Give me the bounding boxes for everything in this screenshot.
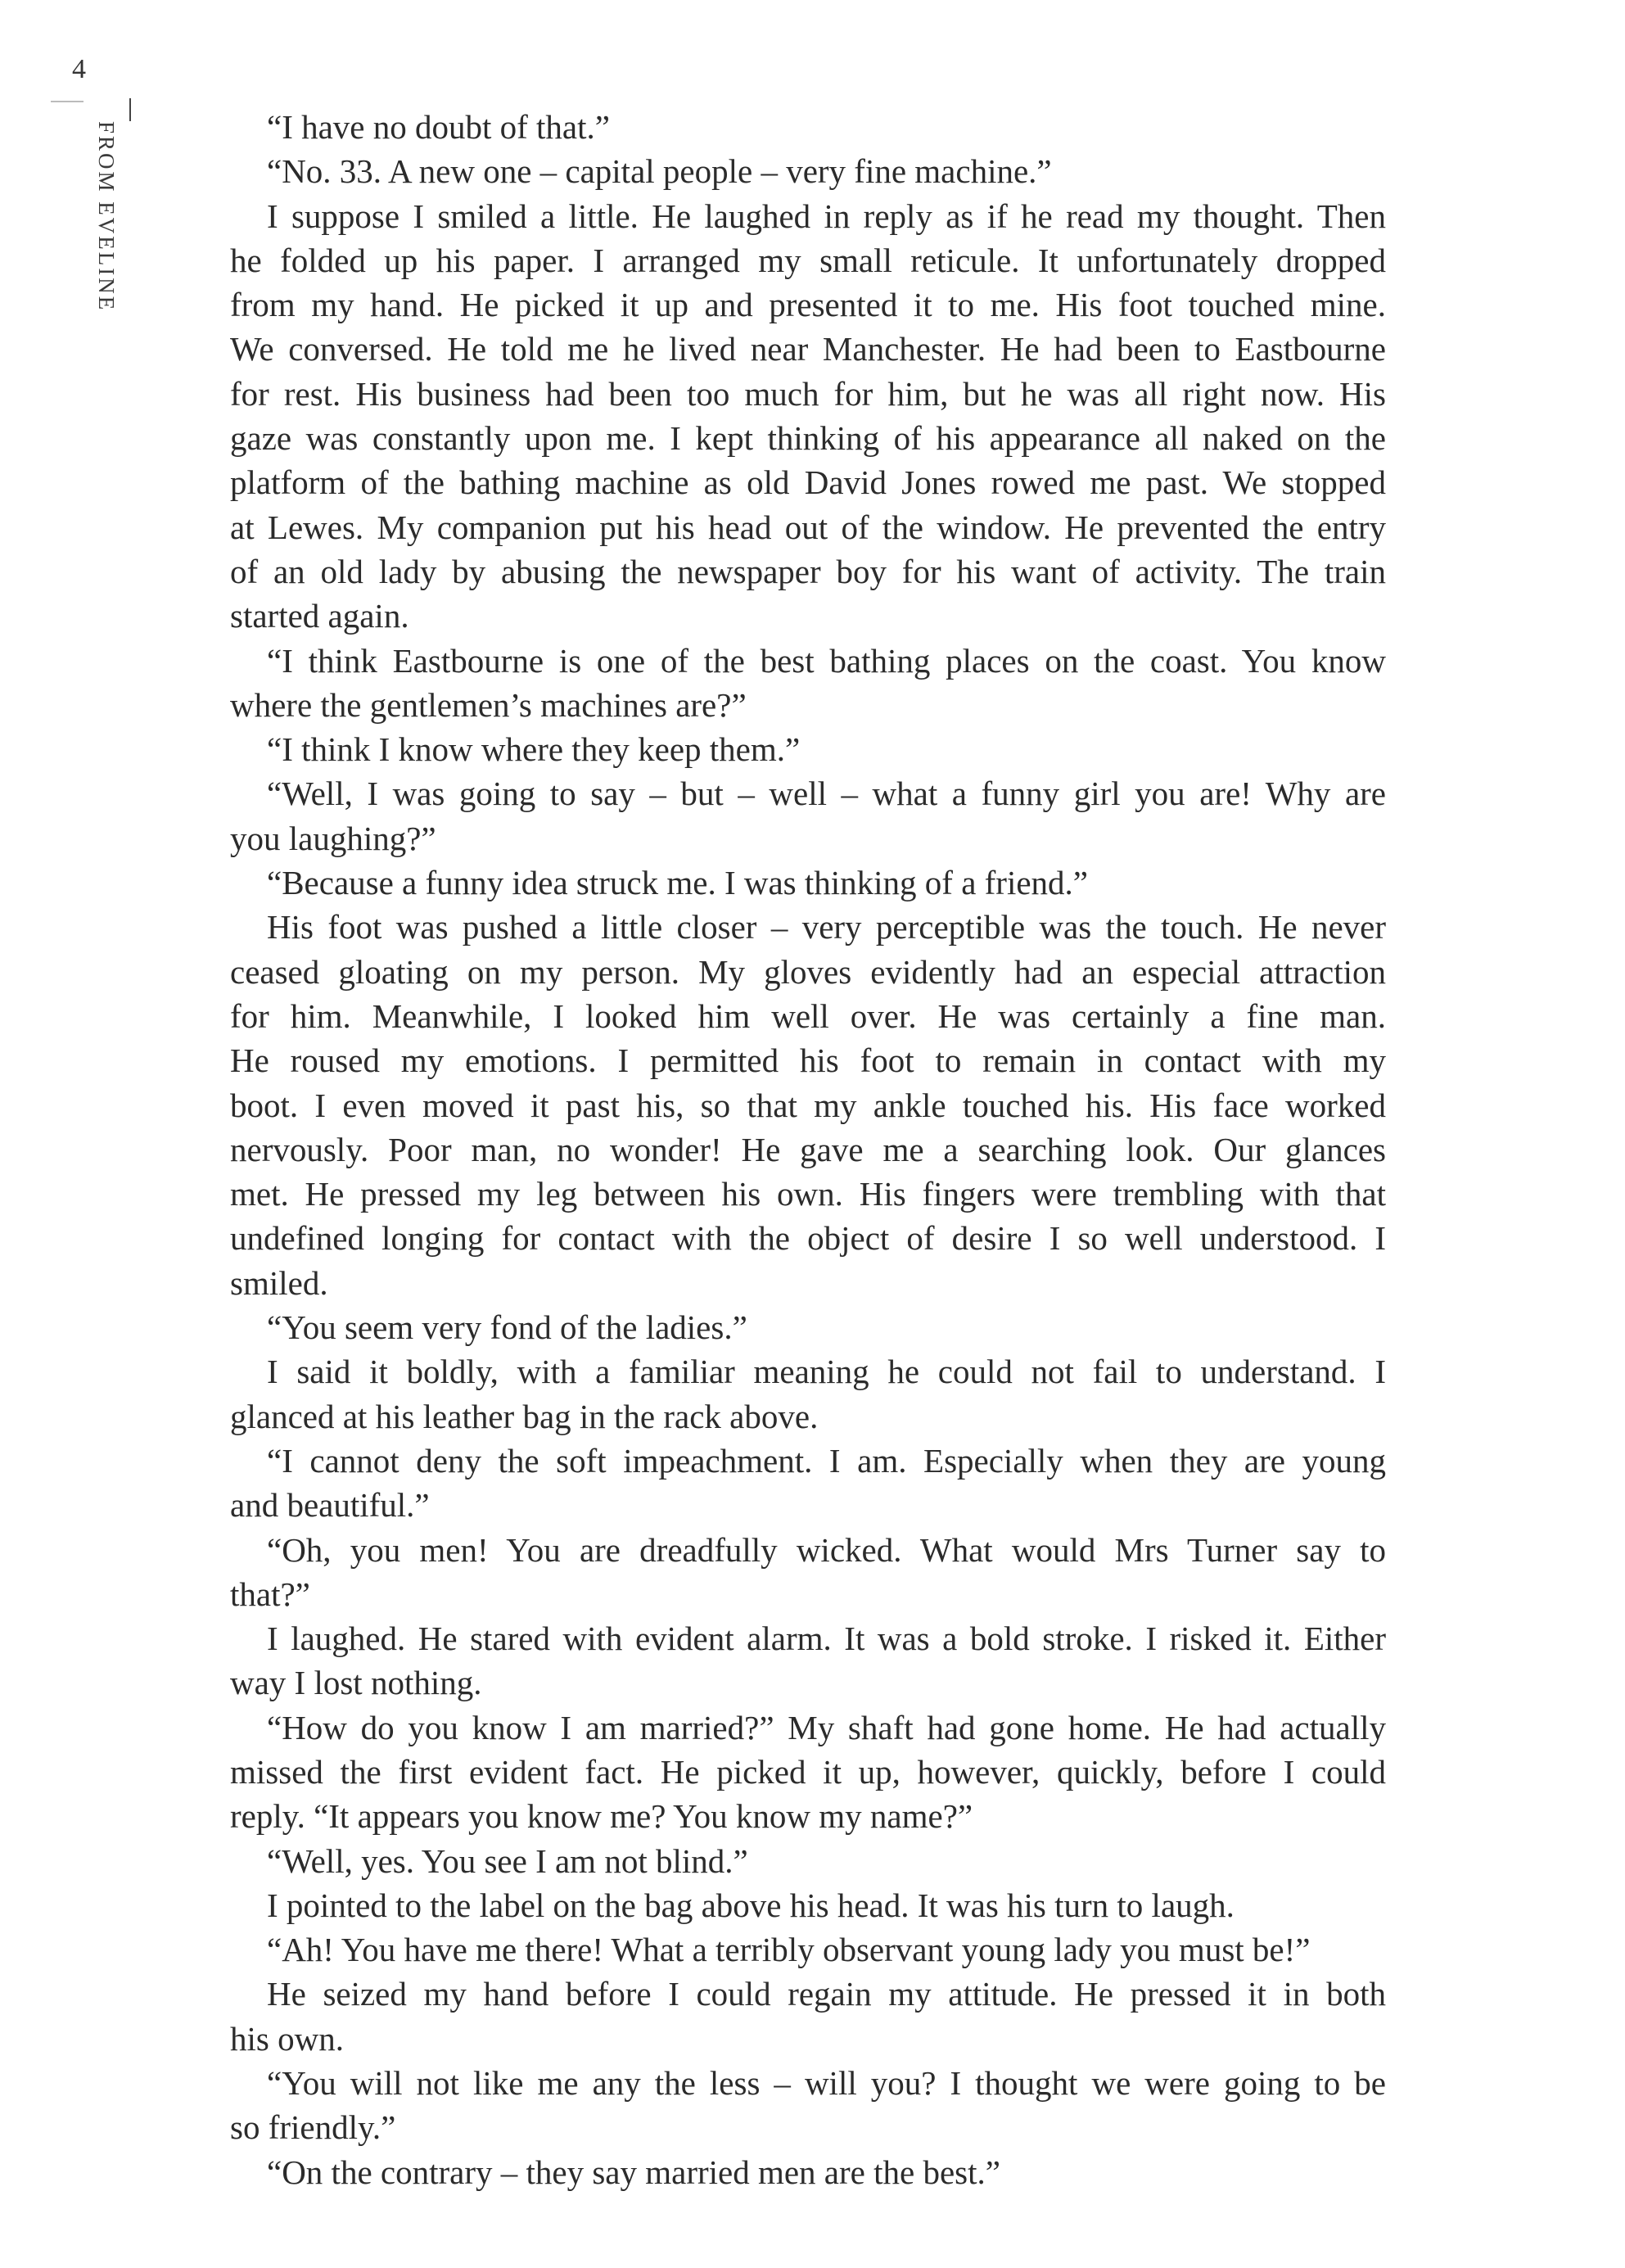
text-line: He seized my hand before I could regain my attitude. He pressed it in both — [267, 1975, 1386, 2013]
text-line: and beautiful.” — [230, 1486, 430, 1525]
text-line: he folded up his paper. I arranged my small reticule. It unfortunately dropped — [230, 241, 1386, 279]
text-line: smiled. — [230, 1263, 328, 1302]
text-line: met. He pressed my leg between his own. His fingers were trembling with that — [230, 1175, 1386, 1213]
text-line: way I lost nothing. — [230, 1664, 482, 1702]
text-line: for him. Meanwhile, I looked him well over. He was certainly a fine man. — [230, 996, 1386, 1035]
text-line: from my hand. He picked it up and presented it to me. His foot touched mine. — [230, 286, 1386, 324]
text-line: for rest. His business had been too much for him, but he was all right now. His — [230, 374, 1386, 413]
text-line: ceased gloating on my person. My gloves evidently had an especial attraction — [230, 952, 1386, 991]
text-line: undefined longing for contact with the object of desire I so well understood. I — [230, 1219, 1386, 1258]
text-line: “I have no doubt of that.” — [267, 108, 610, 146]
text-line: glanced at his leather bag in the rack above. — [230, 1397, 819, 1435]
text-line: “On the contrary – they say married men are the best.” — [267, 2153, 1000, 2191]
running-head: FROM EVELINE — [94, 121, 119, 313]
text-line: His foot was pushed a little closer – very perceptible was the touch. He never — [267, 908, 1386, 947]
text-line: “Well, yes. You see I am not blind.” — [267, 1841, 748, 1880]
margin-dash — [51, 101, 84, 102]
text-line: his own. — [230, 2019, 344, 2058]
text-line: you laughing?” — [230, 819, 436, 857]
text-line: “You will not like me any the less – will you? I thought we were going to be — [267, 2064, 1386, 2103]
text-line: of an old lady by abusing the newspaper boy for his want of activity. The train — [230, 552, 1386, 590]
text-line: boot. I even moved it past his, so that my ankle touched his. His face worked — [230, 1086, 1386, 1124]
text-line: that?” — [230, 1574, 310, 1613]
text-line: We conversed. He told me he lived near Manchester. He had been to Eastbourne — [230, 330, 1386, 368]
text-line: where the gentlemen’s machines are?” — [230, 685, 747, 724]
text-line: nervously. Poor man, no wonder! He gave me a searching look. Our glances — [230, 1130, 1386, 1168]
text-line: gaze was constantly upon me. I kept thinking of his appearance all naked on the — [230, 419, 1386, 458]
text-line: so friendly.” — [230, 2108, 396, 2147]
text-line: “Well, I was going to say – but – well – what a funny girl you are! Why are — [267, 775, 1386, 813]
text-line: He roused my emotions. I permitted his foot to remain in contact with my — [230, 1041, 1386, 1080]
text-line: at Lewes. My companion put his head out of the window. He prevented the entry — [230, 508, 1386, 546]
page-number: 4 — [72, 54, 86, 84]
text-line: platform of the bathing machine as old David Jones rowed me past. We stopped — [230, 463, 1386, 502]
text-line: “I think I know where they keep them.” — [267, 730, 801, 769]
text-line: I said it boldly, with a familiar meaning he could not fail to understand. I — [267, 1353, 1386, 1391]
text-line: “Because a funny idea struck me. I was thinking of a friend.” — [267, 864, 1088, 902]
text-line: I laughed. He stared with evident alarm. It was a bold stroke. I risked it. Either — [267, 1620, 1386, 1658]
text-line: started again. — [230, 597, 409, 635]
text-line: “Ah! You have me there! What a terribly observant young lady you must be!” — [267, 1931, 1311, 1969]
text-line: “No. 33. A new one – capital people – very fine machine.” — [267, 152, 1052, 191]
running-head-rule — [129, 98, 131, 121]
text-line: missed the first evident fact. He picked it up, however, quickly, before I could — [230, 1752, 1386, 1791]
text-line: reply. “It appears you know me? You know my name?” — [230, 1797, 973, 1836]
text-line: I suppose I smiled a little. He laughed in reply as if he read my thought. Then — [267, 197, 1386, 235]
text-line: “You seem very fond of the ladies.” — [267, 1308, 747, 1347]
text-line: “I think Eastbourne is one of the best bathing places on the coast. You know — [267, 641, 1386, 680]
text-line: “How do you know I am married?” My shaft had gone home. He had actually — [267, 1708, 1386, 1746]
body-text — [230, 105, 1386, 2194]
text-line: “Oh, you men! You are dreadfully wicked. What would Mrs Turner say to — [267, 1530, 1386, 1569]
text-line: “I cannot deny the soft impeachment. I am. Especially when they are young — [267, 1441, 1386, 1480]
text-line: I pointed to the label on the bag above his head. It was his turn to laugh. — [267, 1886, 1235, 1924]
